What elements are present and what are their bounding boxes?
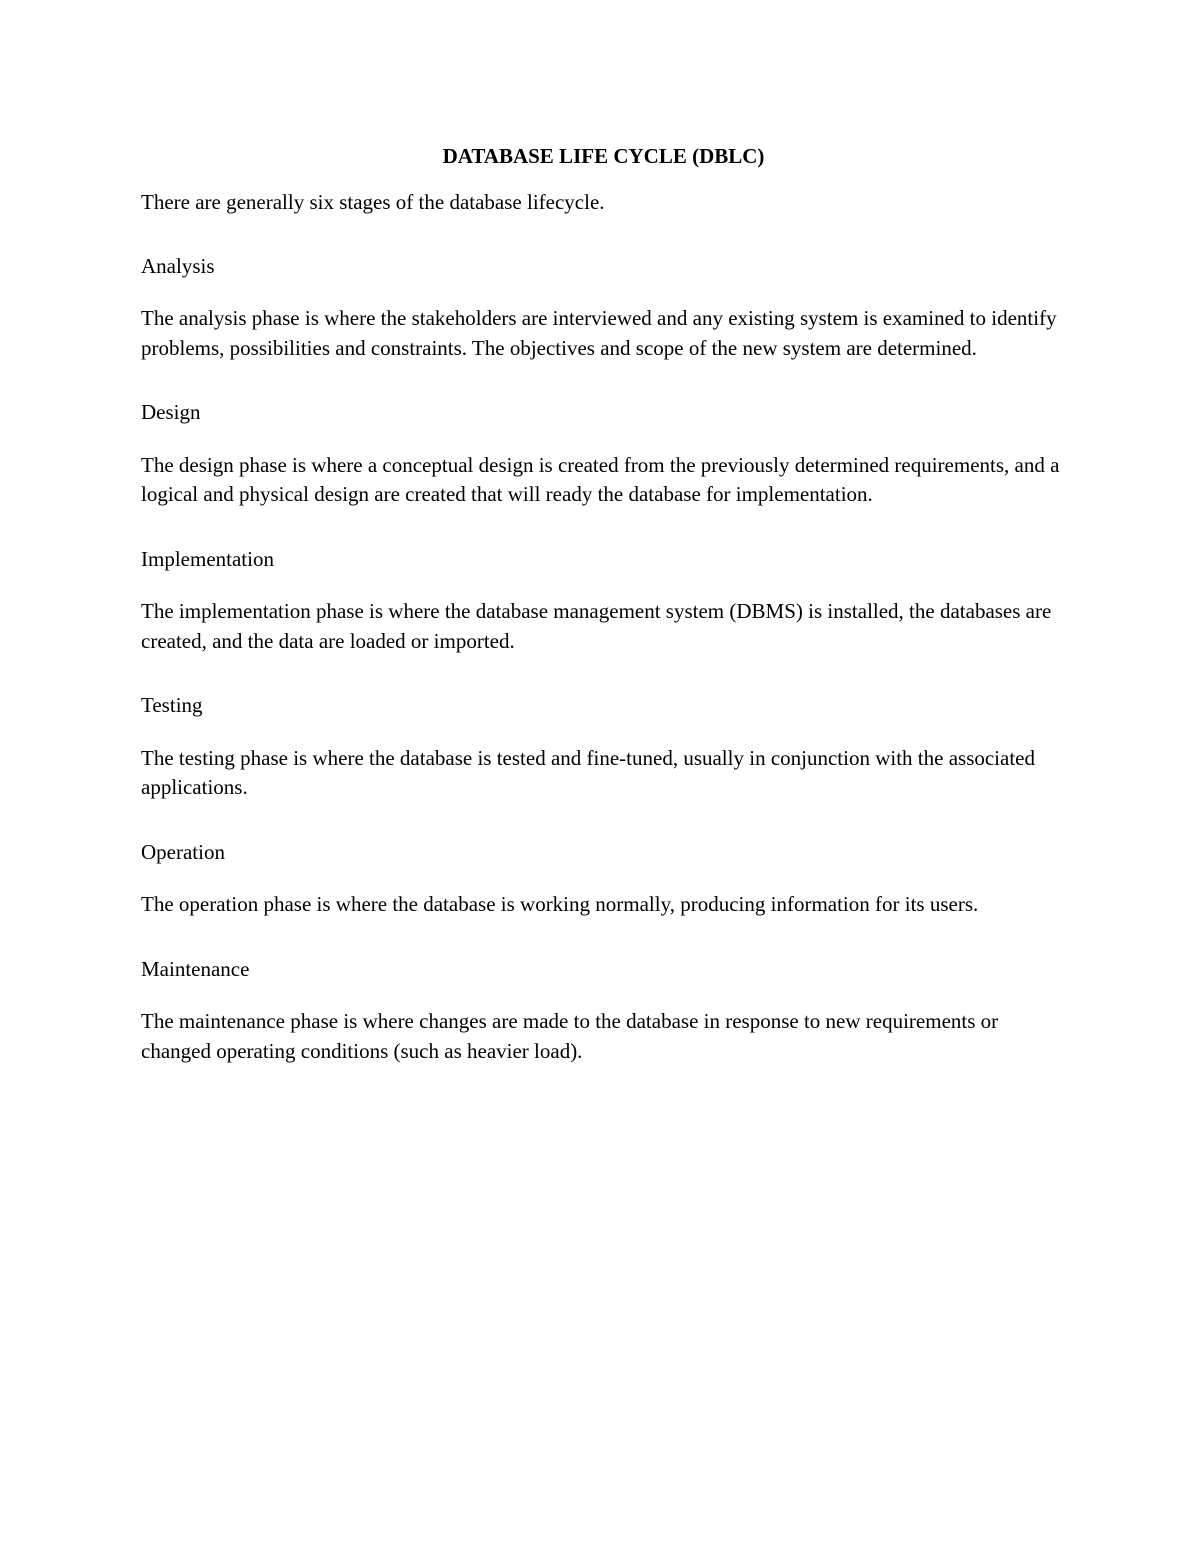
document-title: DATABASE LIFE CYCLE (DBLC) [442,144,765,168]
section-body-design: The design phase is where a conceptual design is created from the previously determined requirements, and a logical and physical design are created that will ready the database for implementation. [141,452,1060,506]
section-heading-implementation: Implementation [141,546,274,571]
intro-paragraph: There are generally six stages of the database lifecycle. [141,190,605,214]
section-maintenance [141,955,1066,1067]
section-body-analysis: The analysis phase is where the stakeholders are interviewed and any existing system is examined to identify problems, possibilities and constraints. The objectives and scope of the new system are determined. [141,306,1057,360]
section-heading-operation: Operation [141,839,225,864]
section-analysis [141,252,1066,364]
section-operation [141,838,1066,920]
section-design [141,398,1066,510]
document-content [141,140,1066,1101]
section-body-implementation: The implementation phase is where the database management system (DBMS) is installed, the databases are created, and the data are loaded or imported. [141,599,1052,653]
section-heading-design: Design [141,400,201,424]
section-heading-testing: Testing [141,693,203,717]
section-heading-analysis: Analysis [141,253,215,278]
section-testing [141,691,1066,803]
section-body-operation: The operation phase is where the database is working normally, producing information for its users. [141,892,979,916]
section-body-testing: The testing phase is where the database is tested and fine-tuned, usually in conjunction with the associated applications. [141,745,1035,799]
section-heading-maintenance: Maintenance [141,956,250,981]
section-body-maintenance: The maintenance phase is where changes are made to the database in response to new requirements or changed operating conditions (such as heavier load). [141,1009,999,1063]
section-implementation [141,545,1066,657]
